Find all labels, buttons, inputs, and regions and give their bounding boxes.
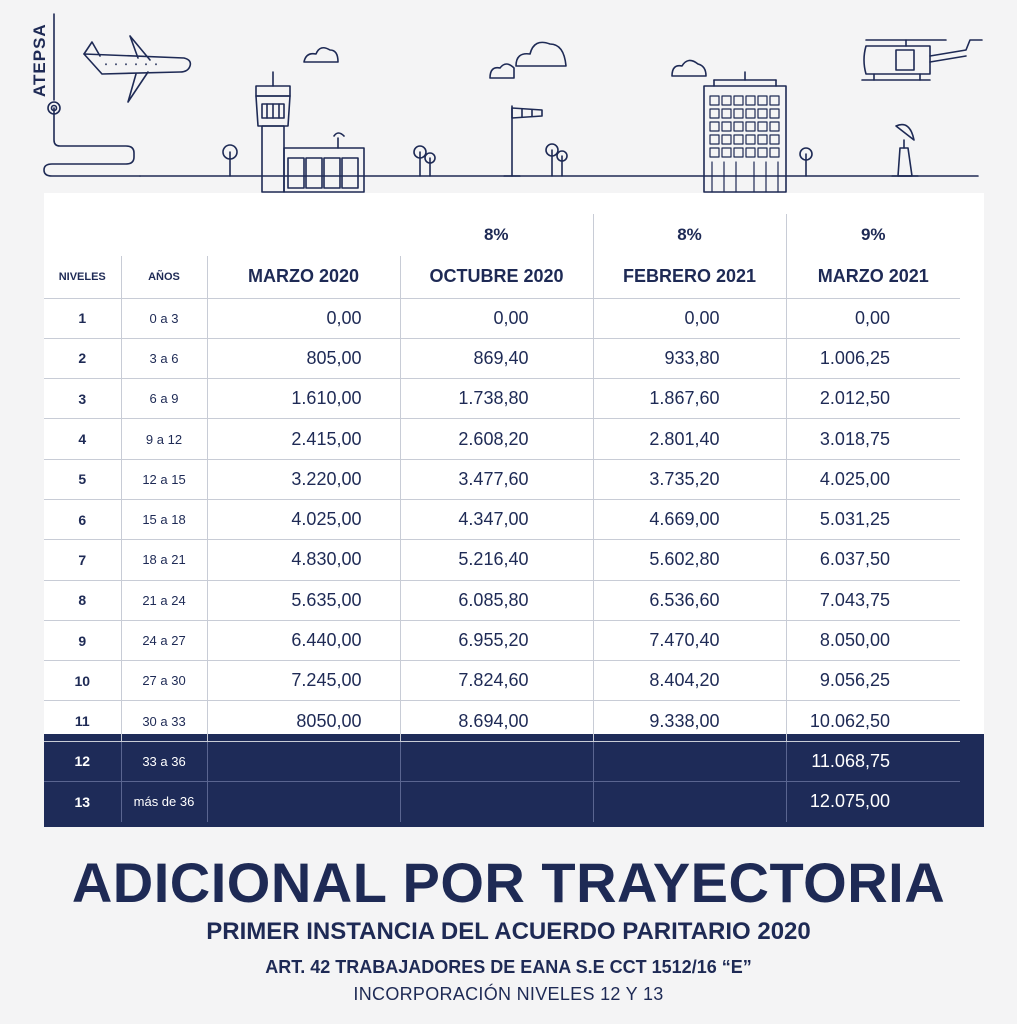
value-cell: 0,00 (207, 298, 400, 338)
nivel-cell: 8 (44, 580, 121, 620)
table-row (44, 782, 960, 822)
radar-antenna-icon (892, 125, 918, 176)
table-row (44, 499, 960, 539)
value-cell: 5.635,00 (207, 580, 400, 620)
value-cell: 3.018,75 (786, 419, 960, 459)
windsock-icon (504, 106, 542, 176)
value-cell: 6.955,20 (400, 620, 593, 660)
table-row (44, 298, 960, 338)
nivel-cell: 10 (44, 661, 121, 701)
nivel-cell: 5 (44, 459, 121, 499)
value-cell: 4.025,00 (207, 499, 400, 539)
anos-cell: 21 a 24 (121, 580, 207, 620)
tree-icon (800, 148, 812, 176)
anos-cell: 30 a 33 (121, 701, 207, 741)
anos-cell: 0 a 3 (121, 298, 207, 338)
control-tower-icon (256, 72, 290, 192)
cloud-icon (516, 42, 566, 66)
value-cell: 3.220,00 (207, 459, 400, 499)
anos-cell: 9 a 12 (121, 419, 207, 459)
value-cell: 6.037,50 (786, 540, 960, 580)
header-niveles: NIVELES (44, 256, 121, 298)
value-cell: 2.608,20 (400, 419, 593, 459)
value-cell: 1.610,00 (207, 379, 400, 419)
value-cell: 0,00 (786, 298, 960, 338)
value-cell: 933,80 (593, 338, 786, 378)
nivel-cell: 1 (44, 298, 121, 338)
value-cell: 0,00 (593, 298, 786, 338)
cloud-icon (304, 48, 338, 62)
value-cell: 869,40 (400, 338, 593, 378)
value-cell (207, 782, 400, 822)
article-reference: ART. 42 TRABAJADORES DE EANA S.E CCT 1512/16 “E” (265, 957, 752, 977)
table-row (44, 540, 960, 580)
nivel-cell: 4 (44, 419, 121, 459)
value-cell (593, 741, 786, 781)
value-cell: 6.440,00 (207, 620, 400, 660)
value-cell: 1.006,25 (786, 338, 960, 378)
value-cell: 4.025,00 (786, 459, 960, 499)
tree-icon (414, 146, 435, 176)
table-row (44, 741, 960, 781)
value-cell: 7.043,75 (786, 580, 960, 620)
value-cell: 3.735,20 (593, 459, 786, 499)
cloud-icon (490, 64, 514, 78)
anos-cell: 15 a 18 (121, 499, 207, 539)
anos-cell: 33 a 36 (121, 741, 207, 781)
value-cell: 2.415,00 (207, 419, 400, 459)
airport-skyline-illustration (0, 0, 1017, 200)
value-cell: 7.245,00 (207, 661, 400, 701)
value-cell: 1.738,80 (400, 379, 593, 419)
anos-cell: 27 a 30 (121, 661, 207, 701)
table-row (44, 338, 960, 378)
header-anos: AÑOS (121, 256, 207, 298)
tree-icon (223, 145, 237, 176)
nivel-cell: 13 (44, 782, 121, 822)
table-row (44, 580, 960, 620)
table-percent-header-row (44, 214, 960, 256)
anos-cell: 24 a 27 (121, 620, 207, 660)
value-cell: 5.602,80 (593, 540, 786, 580)
table-row (44, 379, 960, 419)
percent-marzo-2021: 9% (786, 214, 960, 256)
anos-cell: 3 a 6 (121, 338, 207, 378)
value-cell: 6.085,80 (400, 580, 593, 620)
header-marzo-2021: MARZO 2021 (786, 256, 960, 298)
value-cell: 5.216,40 (400, 540, 593, 580)
airplane-icon (84, 36, 190, 102)
nivel-cell: 9 (44, 620, 121, 660)
anos-cell: 12 a 15 (121, 459, 207, 499)
value-cell: 0,00 (400, 298, 593, 338)
value-cell: 9.056,25 (786, 661, 960, 701)
value-cell: 11.068,75 (786, 741, 960, 781)
nivel-cell: 7 (44, 540, 121, 580)
anos-cell: 18 a 21 (121, 540, 207, 580)
value-cell: 4.669,00 (593, 499, 786, 539)
value-cell: 12.075,00 (786, 782, 960, 822)
anos-cell: 6 a 9 (121, 379, 207, 419)
helicopter-icon (862, 40, 982, 80)
value-cell: 6.536,60 (593, 580, 786, 620)
levels-note: INCORPORACIÓN NIVELES 12 Y 13 (353, 984, 664, 1004)
table-row (44, 620, 960, 660)
percent-febrero-2021: 8% (593, 214, 786, 256)
office-building-icon (704, 72, 786, 192)
anos-cell: más de 36 (121, 782, 207, 822)
table-header-row (44, 256, 960, 298)
value-cell: 2.801,40 (593, 419, 786, 459)
value-cell: 7.824,60 (400, 661, 593, 701)
atepsa-logo: ATEPSA (30, 23, 49, 97)
value-cell: 4.830,00 (207, 540, 400, 580)
terminal-building-icon (284, 133, 364, 192)
tree-icon (546, 144, 567, 176)
value-cell: 10.062,50 (786, 701, 960, 741)
value-cell: 3.477,60 (400, 459, 593, 499)
value-cell: 1.867,60 (593, 379, 786, 419)
page-subtitle: PRIMER INSTANCIA DEL ACUERDO PARITARIO 2020 (206, 918, 811, 945)
value-cell: 2.012,50 (786, 379, 960, 419)
value-cell: 805,00 (207, 338, 400, 378)
value-cell: 9.338,00 (593, 701, 786, 741)
trayectoria-table (44, 214, 960, 822)
header-febrero-2021: FEBRERO 2021 (593, 256, 786, 298)
table-row (44, 419, 960, 459)
value-cell: 7.470,40 (593, 620, 786, 660)
table-row (44, 701, 960, 741)
value-cell (400, 782, 593, 822)
value-cell: 8050,00 (207, 701, 400, 741)
nivel-cell: 12 (44, 741, 121, 781)
percent-octubre-2020: 8% (483, 225, 509, 244)
value-cell: 8.404,20 (593, 661, 786, 701)
value-cell: 8.050,00 (786, 620, 960, 660)
header-octubre-2020: OCTUBRE 2020 (400, 256, 593, 298)
value-cell (207, 741, 400, 781)
value-cell (400, 741, 593, 781)
table-row (44, 459, 960, 499)
value-cell (593, 782, 786, 822)
value-cell: 8.694,00 (400, 701, 593, 741)
header-marzo-2020: MARZO 2020 (207, 256, 400, 298)
value-cell: 4.347,00 (400, 499, 593, 539)
page-title: ADICIONAL POR TRAYECTORIA (71, 851, 946, 914)
value-cell: 5.031,25 (786, 499, 960, 539)
cloud-icon (672, 60, 706, 76)
table-row (44, 661, 960, 701)
nivel-cell: 6 (44, 499, 121, 539)
nivel-cell: 3 (44, 379, 121, 419)
nivel-cell: 2 (44, 338, 121, 378)
nivel-cell: 11 (44, 701, 121, 741)
